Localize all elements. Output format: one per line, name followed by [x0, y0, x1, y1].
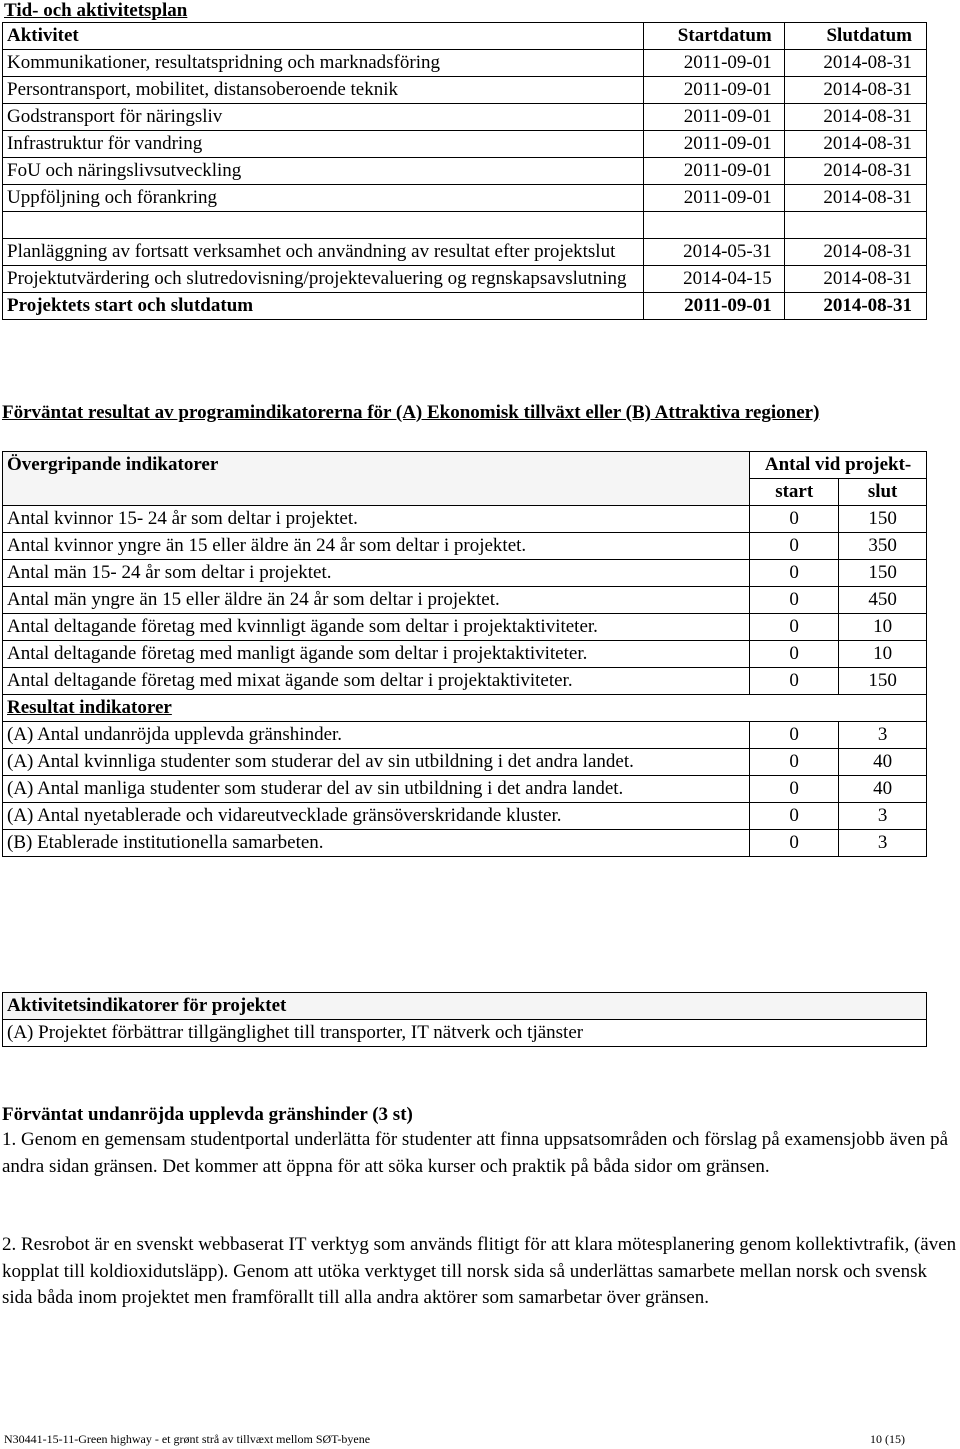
activity-cell — [3, 212, 644, 239]
start-value-cell: 0 — [750, 668, 839, 695]
barrier-paragraph-1: 1. Genom en gemensam studentportal underlätta för studenter att finna uppsatsområden och förslag på examensjobb även på andra sidan gränsen. Det kommer att öppna för att söka kurser och praktik på båda sidor om gränsen. — [2, 1129, 949, 1177]
table-row — [3, 587, 927, 614]
empty-table-row — [3, 212, 927, 239]
indicator-cell: (A) Antal nyetablerade och vidareutvecklade gränsöverskridande kluster. — [3, 803, 750, 830]
start-value-cell: 0 — [750, 587, 839, 614]
result-indicators-header-row — [3, 695, 927, 722]
start-value-cell: 0 — [750, 722, 839, 749]
table-row — [3, 749, 927, 776]
start-date-cell: 2011-09-01 — [644, 131, 784, 158]
activity-cell: Persontransport, mobilitet, distansoberoende teknik — [3, 77, 644, 104]
activity-indicators-table — [2, 992, 927, 1047]
end-value-cell: 3 — [839, 803, 927, 830]
column-header: Aktivitet — [3, 23, 644, 50]
table-row — [3, 803, 927, 830]
column-header: Slutdatum — [784, 23, 926, 50]
activity-cell: Kommunikationer, resultatspridning och marknadsföring — [3, 50, 644, 77]
activity-cell: Projektutvärdering och slutredovisning/projektevaluering og regnskapsavslutning — [3, 266, 644, 293]
end-value-cell: 150 — [839, 506, 927, 533]
table-header-row — [3, 23, 927, 50]
activity-indicators-heading: Aktivitetsindikatorer för projektet — [3, 993, 927, 1020]
indicator-cell: Antal män yngre än 15 eller äldre än 24 år som deltar i projektet. — [3, 587, 750, 614]
indicator-cell: Antal deltagande företag med manligt ägande som deltar i projektaktiviteter. — [3, 641, 750, 668]
barrier-paragraph-2: 2. Resrobot är en svenskt webbaserat IT verktyg som används flitigt för att klara mötesplanering genom kollektivtrafik, (även kopplat till koldioxidutsläpp). Genom att utöka verktyget till norsk sida så underlättas samarbete mellan norsk och svensk sida båda inom projektet men framförallt till alla andra aktörer som samarbetar över gränsen. — [2, 1234, 957, 1308]
end-header: slut — [839, 479, 927, 506]
start-date-cell: 2011-09-01 — [644, 50, 784, 77]
schedule-table — [2, 22, 927, 320]
indicator-cell: Antal kvinnor 15- 24 år som deltar i projektet. — [3, 506, 750, 533]
result-indicators-label: Resultat indikatorer — [3, 695, 927, 722]
table-row — [3, 239, 927, 266]
end-value-cell: 450 — [839, 587, 927, 614]
table-row — [3, 131, 927, 158]
page-title: Tid- och aktivitetsplan — [4, 0, 188, 21]
start-value-cell: 0 — [750, 641, 839, 668]
table-row — [3, 560, 927, 587]
activity-indicators-header-row — [3, 993, 927, 1020]
end-value-cell: 3 — [839, 722, 927, 749]
indicator-cell: (A) Antal undanröjda upplevda gränshinder. — [3, 722, 750, 749]
table-row — [3, 614, 927, 641]
start-value-cell: 0 — [750, 830, 839, 857]
end-value-cell: 40 — [839, 749, 927, 776]
activity-cell: Godstransport för näringsliv — [3, 104, 644, 131]
start-date-cell: 2014-05-31 — [644, 239, 784, 266]
end-date-cell: 2014-08-31 — [784, 131, 926, 158]
start-date-cell — [644, 212, 784, 239]
barriers-heading: Förväntat undanröjda upplevda gränshinder (3 st) — [2, 1104, 413, 1125]
footer-text: N30441-15-11-Green highway - et grønt strå av tillvæxt mellom SØT-byene — [4, 1432, 371, 1446]
indicators-header-row — [3, 452, 927, 479]
end-date-cell: 2014-08-31 — [784, 158, 926, 185]
activity-cell: Uppföljning och förankring — [3, 185, 644, 212]
indicator-cell: Antal kvinnor yngre än 15 eller äldre än 24 år som deltar i projektet. — [3, 533, 750, 560]
indicator-cell: Antal män 15- 24 år som deltar i projektet. — [3, 560, 750, 587]
end-value-cell: 10 — [839, 641, 927, 668]
start-value-cell: 0 — [750, 533, 839, 560]
indicators-heading: Förväntat resultat av programindikatorerna för (A) Ekonomisk tillväxt eller (B) Attraktiva regioner) — [2, 402, 820, 423]
activity-cell: FoU och näringslivsutveckling — [3, 158, 644, 185]
total-start-date: 2011-09-01 — [644, 293, 784, 320]
end-value-cell: 150 — [839, 560, 927, 587]
table-row — [3, 1020, 927, 1047]
start-date-cell: 2014-04-15 — [644, 266, 784, 293]
start-value-cell: 0 — [750, 776, 839, 803]
table-row — [3, 533, 927, 560]
end-date-cell: 2014-08-31 — [784, 77, 926, 104]
table-row — [3, 158, 927, 185]
start-value-cell: 0 — [750, 614, 839, 641]
table-row — [3, 641, 927, 668]
start-date-cell: 2011-09-01 — [644, 185, 784, 212]
start-value-cell: 0 — [750, 560, 839, 587]
end-date-cell: 2014-08-31 — [784, 266, 926, 293]
end-value-cell: 10 — [839, 614, 927, 641]
start-header: start — [750, 479, 839, 506]
start-value-cell: 0 — [750, 803, 839, 830]
column-header: Startdatum — [644, 23, 784, 50]
total-row — [3, 293, 927, 320]
end-value-cell: 350 — [839, 533, 927, 560]
activity-indicator-cell: (A) Projektet förbättrar tillgänglighet till transporter, IT nätverk och tjänster — [3, 1020, 927, 1047]
table-row — [3, 776, 927, 803]
end-date-cell — [784, 212, 926, 239]
activity-cell: Infrastruktur för vandring — [3, 131, 644, 158]
indicator-cell: Antal deltagande företag med mixat ägande som deltar i projektaktiviteter. — [3, 668, 750, 695]
table-row — [3, 185, 927, 212]
indicator-cell: Antal deltagande företag med kvinnligt ägande som deltar i projektaktiviteter. — [3, 614, 750, 641]
table-row — [3, 104, 927, 131]
table-row — [3, 722, 927, 749]
end-date-cell: 2014-08-31 — [784, 239, 926, 266]
count-header: Antal vid projekt- — [750, 452, 927, 479]
total-end-date: 2014-08-31 — [784, 293, 926, 320]
table-row — [3, 266, 927, 293]
table-row — [3, 50, 927, 77]
start-date-cell: 2011-09-01 — [644, 158, 784, 185]
end-date-cell: 2014-08-31 — [784, 50, 926, 77]
table-row — [3, 830, 927, 857]
total-label: Projektets start och slutdatum — [3, 293, 644, 320]
end-value-cell: 40 — [839, 776, 927, 803]
end-value-cell: 3 — [839, 830, 927, 857]
end-value-cell: 150 — [839, 668, 927, 695]
end-date-cell: 2014-08-31 — [784, 104, 926, 131]
indicator-cell: (B) Etablerade institutionella samarbeten. — [3, 830, 750, 857]
page-number: 10 (15) — [870, 1432, 905, 1446]
start-value-cell: 0 — [750, 506, 839, 533]
start-date-cell: 2011-09-01 — [644, 77, 784, 104]
overall-indicators-label: Övergripande indikatorer — [3, 452, 750, 506]
indicators-table — [2, 451, 927, 857]
table-row — [3, 668, 927, 695]
table-row — [3, 506, 927, 533]
indicator-cell: (A) Antal kvinnliga studenter som studerar del av sin utbildning i det andra landet. — [3, 749, 750, 776]
activity-cell: Planläggning av fortsatt verksamhet och användning av resultat efter projektslut — [3, 239, 644, 266]
end-date-cell: 2014-08-31 — [784, 185, 926, 212]
indicator-cell: (A) Antal manliga studenter som studerar del av sin utbildning i det andra landet. — [3, 776, 750, 803]
table-row — [3, 77, 927, 104]
start-value-cell: 0 — [750, 749, 839, 776]
start-date-cell: 2011-09-01 — [644, 104, 784, 131]
